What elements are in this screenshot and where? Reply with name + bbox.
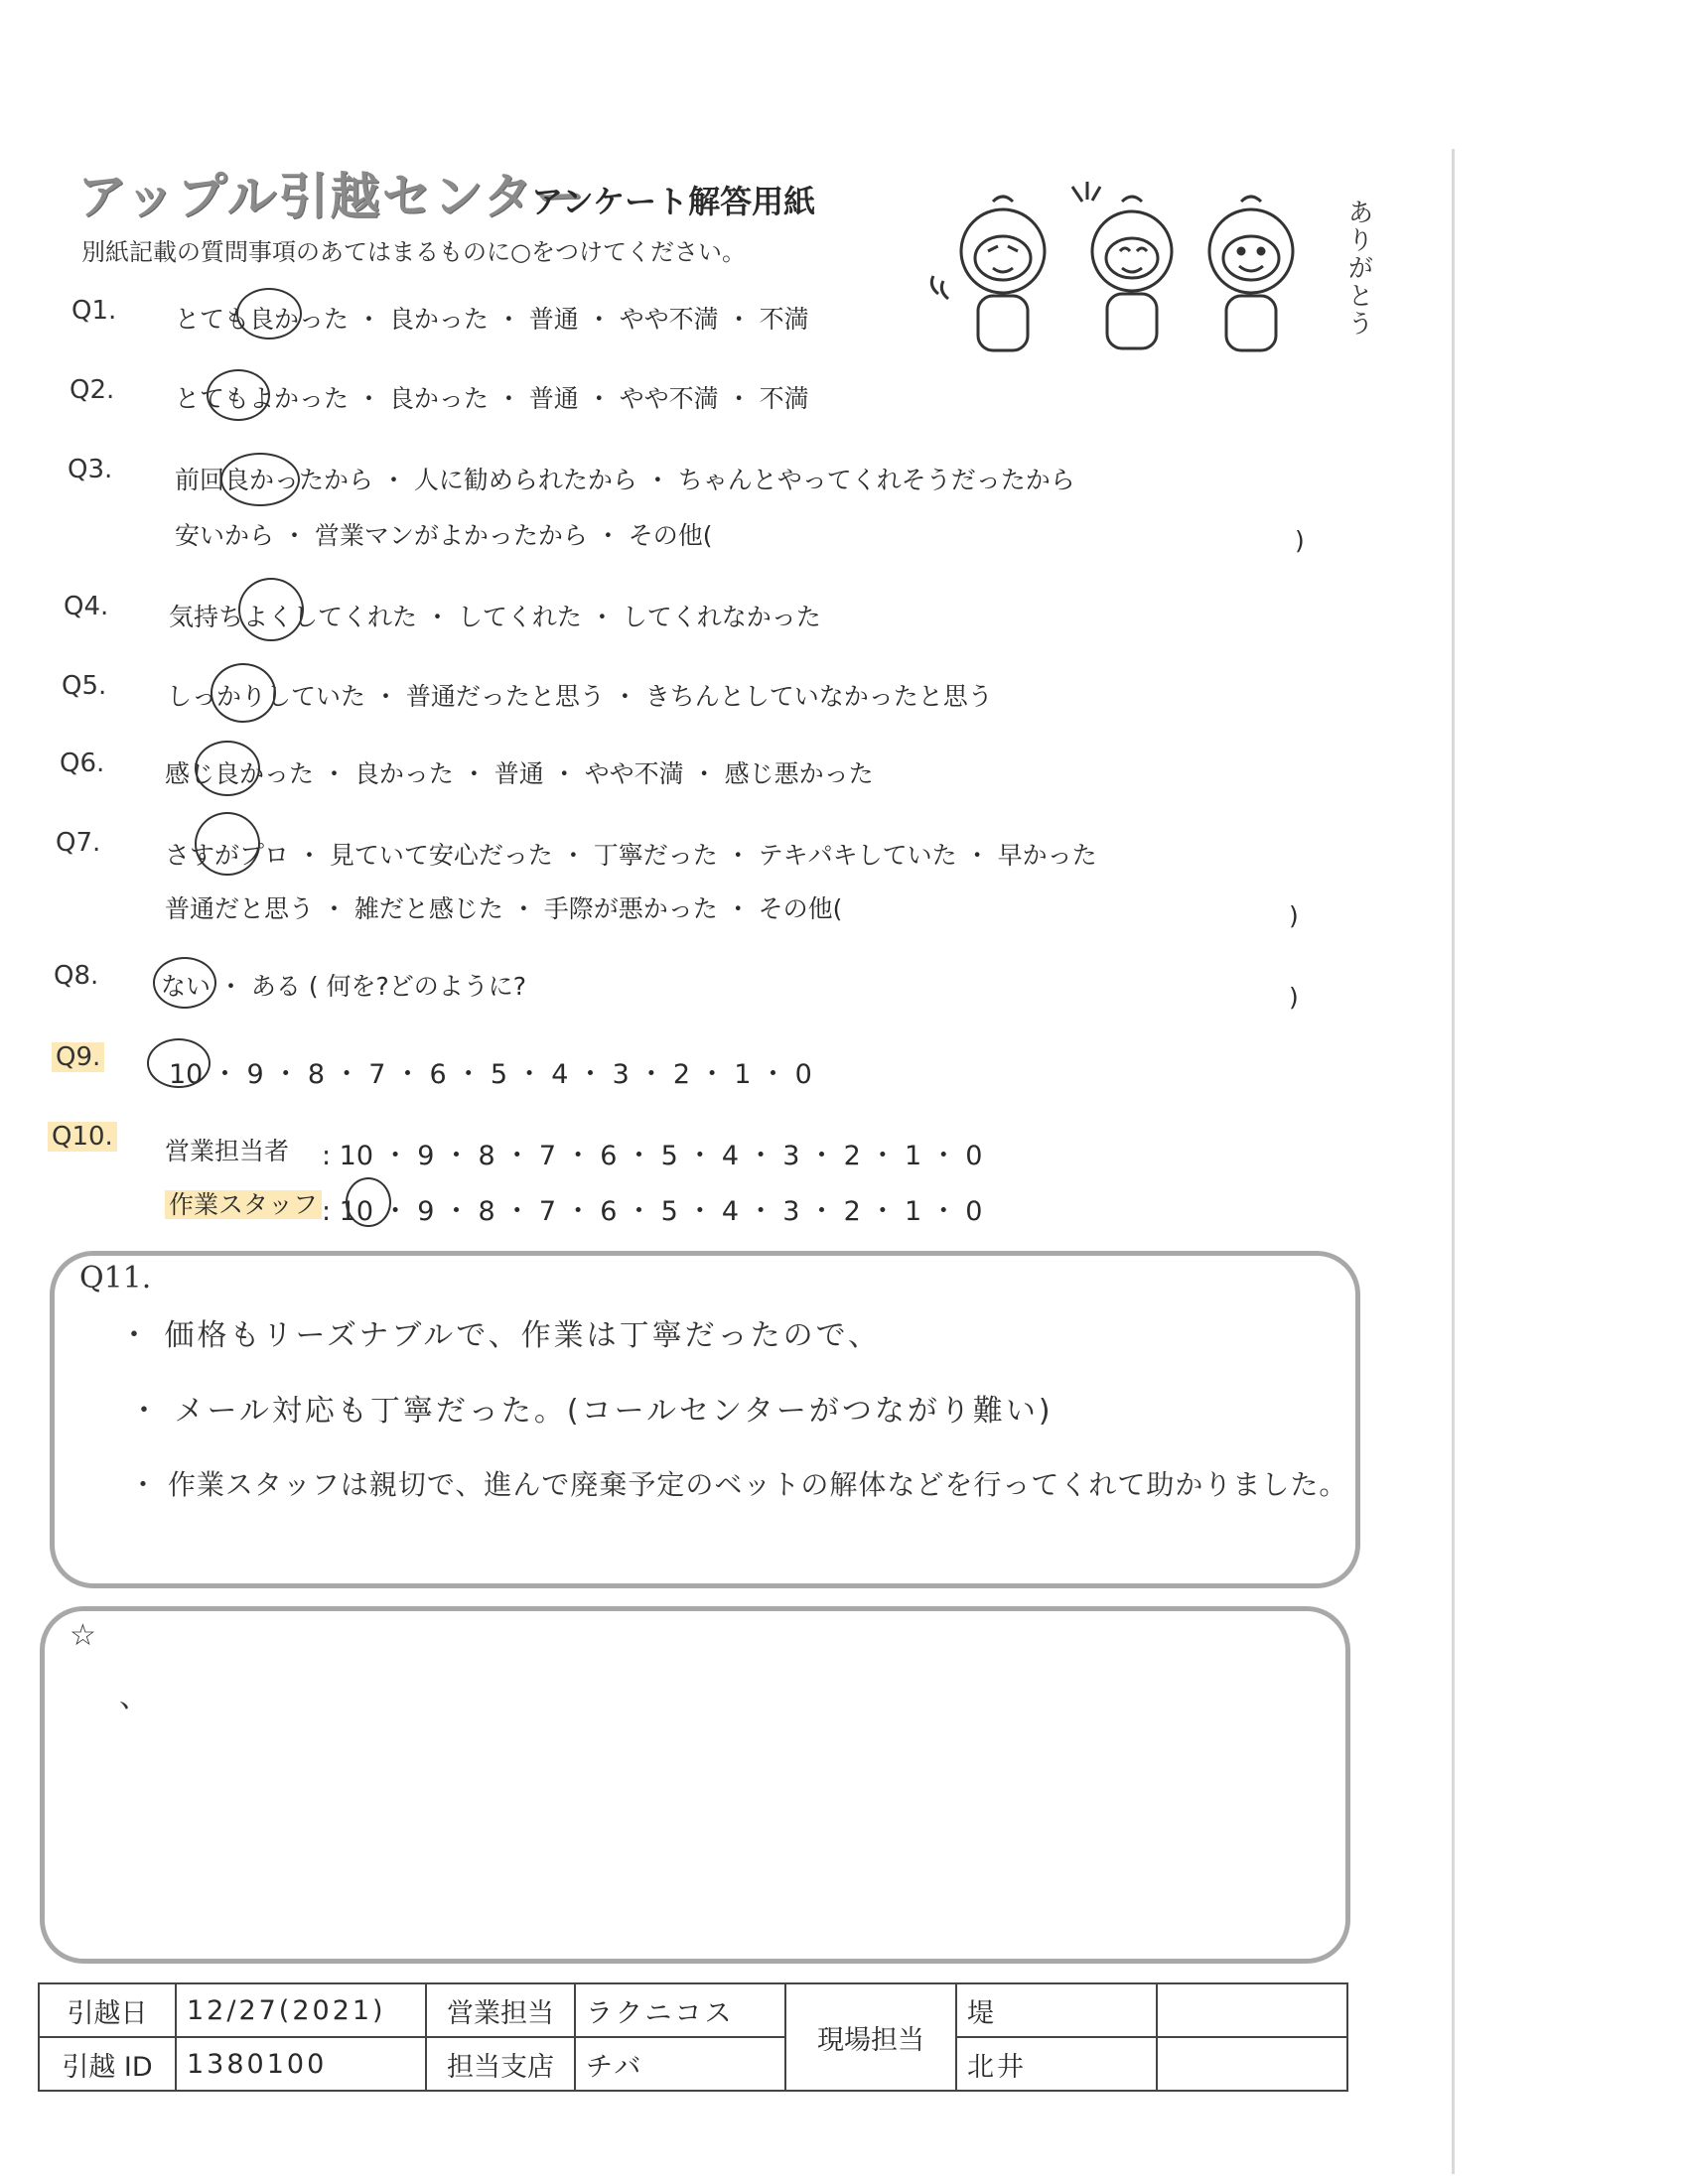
footer-info-table bbox=[38, 1982, 1348, 2092]
star-comment-mark: 、 bbox=[119, 1680, 152, 1714]
q11-comment-line-2: ・ メール対応も丁寧だった。(コールセンターがつながり難い) bbox=[129, 1394, 1054, 1429]
move-id-value: 1380100 bbox=[176, 2037, 426, 2091]
q5-label: Q5. bbox=[62, 671, 107, 701]
footer-empty-cell-2 bbox=[1157, 2037, 1347, 2091]
q3-options-line2: 安いから ・ 営業マンがよかったから ・ その他( bbox=[175, 521, 713, 550]
branch-value: チバ bbox=[575, 2037, 785, 2091]
site-rep-label: 現場担当 bbox=[785, 1983, 956, 2091]
q11-comment-line-1: ・ 価格もリーズナブルで、作業は丁寧だったので、 bbox=[119, 1318, 882, 1353]
q5-answer-circle bbox=[211, 663, 276, 723]
move-id-label: 引越 ID bbox=[39, 2037, 176, 2091]
star-comment-box bbox=[40, 1606, 1350, 1964]
q9-label: Q9. bbox=[52, 1042, 104, 1072]
q10-label: Q10. bbox=[48, 1122, 117, 1152]
q10-staff-answer-circle bbox=[346, 1177, 391, 1227]
q7-close-paren: ) bbox=[1289, 901, 1299, 930]
q11-comment-line-3: ・ 作業スタッフは親切で、進んで廃棄予定のベットの解体などを行ってくれて助かりました。 bbox=[129, 1468, 1348, 1501]
q4-label: Q4. bbox=[64, 592, 109, 621]
q10-staff-label: 作業スタッフ bbox=[165, 1185, 322, 1221]
q8-close-paren: ) bbox=[1289, 983, 1299, 1012]
q7-answer-circle bbox=[195, 812, 260, 876]
q10-sales-scale: : 10 ・ 9 ・ 8 ・ 7 ・ 6 ・ 5 ・ 4 ・ 3 ・ 2 ・ 1 ・ 0 bbox=[322, 1141, 983, 1171]
q3-options-line1: 前回良かったから ・ 人に勧められたから ・ ちゃんとやってくれそうだったから bbox=[175, 466, 1075, 494]
q9-scale: 10 ・ 9 ・ 8 ・ 7 ・ 6 ・ 5 ・ 4 ・ 3 ・ 2 ・ 1 ・ 0 bbox=[169, 1059, 812, 1090]
q7-options-line1: さすがプロ ・ 見ていて安心だった ・ 丁寧だった ・ テキパキしていた ・ 早かった bbox=[165, 841, 1097, 870]
monkey-mascots-illustration bbox=[884, 177, 1370, 355]
sales-rep-label: 営業担当 bbox=[426, 1983, 575, 2037]
q8-label: Q8. bbox=[54, 961, 99, 991]
q1-label: Q1. bbox=[71, 296, 117, 326]
instruction-text: 別紙記載の質問事項のあてはまるものに○をつけてください。 bbox=[81, 238, 746, 266]
q7-label: Q7. bbox=[56, 828, 101, 858]
q5-options: しっかりしていた ・ 普通だったと思う ・ きちんとしていなかったと思う bbox=[167, 682, 993, 711]
q8-answer-circle bbox=[153, 957, 216, 1009]
q11-label: Q11. bbox=[79, 1261, 152, 1296]
company-title: アップル引越センター bbox=[77, 168, 587, 225]
q3-label: Q3. bbox=[68, 455, 113, 484]
q10-sales-label: 営業担当者 bbox=[165, 1137, 290, 1165]
branch-label: 担当支店 bbox=[426, 2037, 575, 2091]
q1-answer-circle bbox=[236, 288, 302, 340]
site-rep-value-2: 北井 bbox=[956, 2037, 1157, 2091]
q9-answer-circle bbox=[147, 1038, 211, 1088]
sales-rep-value: ラクニコス bbox=[575, 1983, 785, 2037]
q6-options: 感じ良かった ・ 良かった ・ 普通 ・ やや不満 ・ 感じ悪かった bbox=[165, 759, 874, 788]
q4-answer-circle bbox=[238, 578, 304, 641]
q2-label: Q2. bbox=[70, 375, 115, 405]
move-date-label: 引越日 bbox=[39, 1983, 176, 2037]
q3-answer-circle bbox=[220, 453, 300, 506]
page-edge-shadow bbox=[1452, 149, 1455, 2174]
star-label: ☆ bbox=[70, 1618, 96, 1653]
q6-answer-circle bbox=[195, 741, 260, 796]
q2-answer-circle bbox=[207, 369, 270, 421]
q10-staff-scale: : 10 ・ 9 ・ 8 ・ 7 ・ 6 ・ 5 ・ 4 ・ 3 ・ 2 ・ 1 ・ 0 bbox=[322, 1196, 983, 1227]
form-title: アンケート解答用紙 bbox=[531, 183, 816, 220]
footer-empty-cell-1 bbox=[1157, 1983, 1347, 2037]
mascot-thanks-text: ありがとう bbox=[1343, 199, 1373, 338]
q8-options: ない ・ ある ( 何を?どのように? bbox=[161, 972, 527, 1001]
q3-close-paren: ) bbox=[1295, 526, 1305, 555]
q1-options: とても良かった ・ 良かった ・ 普通 ・ やや不満 ・ 不満 bbox=[175, 305, 809, 334]
q2-options: とてもよかった ・ 良かった ・ 普通 ・ やや不満 ・ 不満 bbox=[175, 384, 809, 413]
move-date-value: 12/27(2021) bbox=[176, 1983, 426, 2037]
q4-options: 気持ちよくしてくれた ・ してくれた ・ してくれなかった bbox=[169, 603, 821, 631]
q6-label: Q6. bbox=[60, 749, 105, 778]
q7-options-line2: 普通だと思う ・ 雑だと感じた ・ 手際が悪かった ・ その他( bbox=[165, 894, 843, 923]
site-rep-value-1: 堤 bbox=[956, 1983, 1157, 2037]
